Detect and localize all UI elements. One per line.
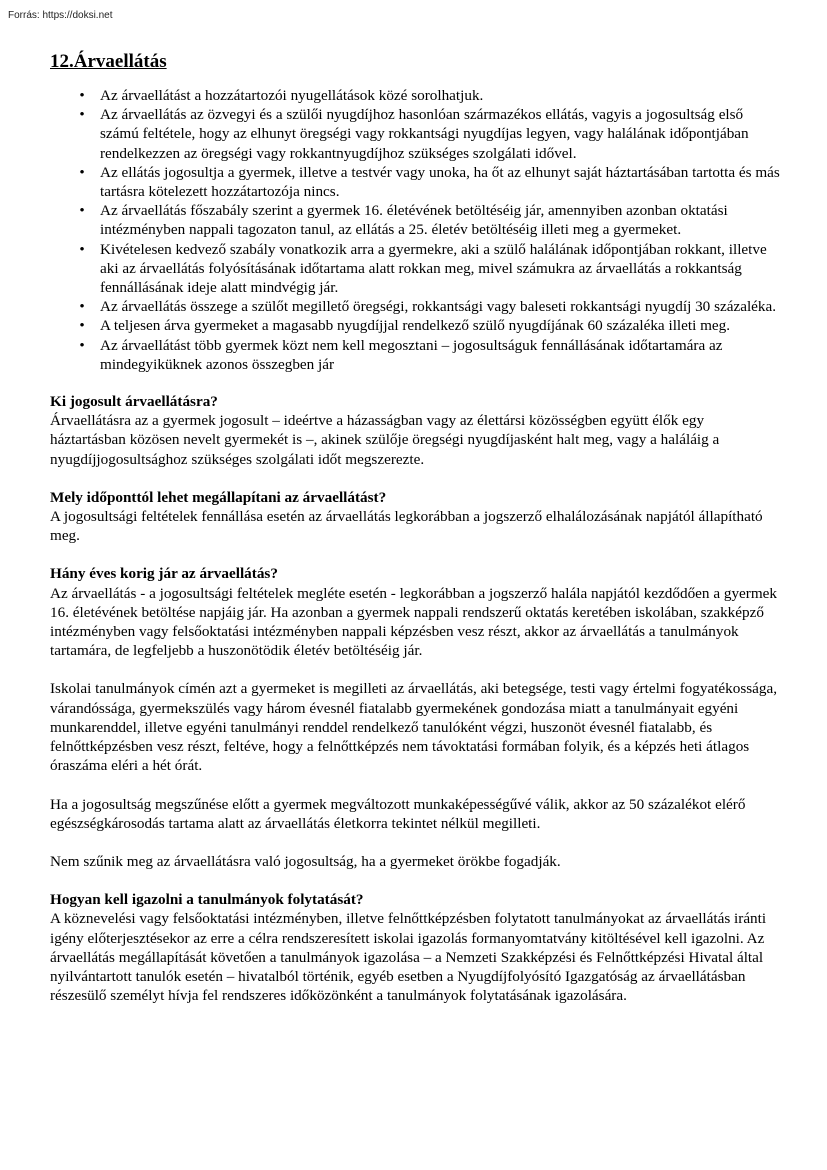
section-paragraph: Ha a jogosultság megszűnése előtt a gyermek megváltozott munkaképességűvé válik, akkor az 50 százalékot elérő egészségkárosodás tartama alatt az árvaellátás életkorra tekintet nélkül megilleti.: [50, 795, 746, 832]
list-item: • Az árvaellátás főszabály szerint a gyermek 16. életévének betöltéséig jár, amennyiben azonban oktatási intézményben nappali tagozaton tanul, az ellátás a 25. életév betöltéséig illeti meg a gyermeket.: [50, 201, 782, 239]
bullet-icon: •: [79, 336, 85, 354]
source-label: Forrás: https://doksi.net: [8, 10, 113, 21]
section-heading: Hogyan kell igazolni a tanulmányok folytatását?: [50, 891, 364, 909]
section-paragraph: Az árvaellátás - a jogosultsági feltételek megléte esetén - legkorábban a jogszerző halála napjától kezdődően a gyermek 16. életévének betöltése napjáig jár. Ha azonban a gyermek nappali rendszerű oktatás keretében iskolában, szakképző intézményben vagy felsőoktatási intézményben nappali képzésben vesz részt, akkor az árvaellátás a tanulmányok tartamára, de legfeljebb a huszonötödik életév betöltéséig jár.: [50, 584, 777, 660]
bullet-icon: •: [79, 202, 85, 220]
section-paragraph: Iskolai tanulmányok címén azt a gyermeket is megilleti az árvaellátás, aki betegsége, testi vagy értelmi fogyatékossága, várandóssága, gyermekszülés vagy három évesnél fiatalabb gyermekének gondozása miatt a tanulmányait egyéni munkarenddel, illetve egyéni tanulmányi renddel rendelkező tanulóként végzi, huszonöt évesnél fiatalabb, és felnőttképzésben vesz részt, feltéve, hogy a felnőttképzés nem távoktatási formában folyik, és a képzés heti átlagos óraszáma eléri a hét órát.: [50, 680, 778, 775]
page-title: 12.Árvaellátás: [50, 51, 167, 72]
section-age-limit: [50, 564, 782, 871]
list-item: • Az árvaellátás az özvegyi és a szülői nyugdíjhoz hasonlóan származékos ellátás, vagyis a jogosultság első számú feltétele, hogy az elhunyt öregségi vagy rokkantsági nyugdíjas legyen, vagy halálának időpontjában rendelkezzen az öregségi vagy rokkantnyugdíjhoz szükséges szolgálati idővel.: [50, 105, 782, 163]
list-item: • Kivételesen kedvező szabály vonatkozik arra a gyermekre, aki a szülő halálának időpontjában rokkant, illetve aki az árvaellátás folyósításának időtartama alatt rokkan meg, mivel számukra az árvaellátás a rokkantság fennállásának ideje alatt mindvégig jár.: [50, 240, 782, 298]
section-paragraph: A jogosultsági feltételek fennállása esetén az árvaellátás legkorábban a jogszerző elhalálozásának napjától állapítható meg.: [50, 508, 763, 545]
section-heading: Ki jogosult árvaellátásra?: [50, 393, 218, 411]
section-study-proof: [50, 890, 782, 1005]
bullet-icon: •: [79, 163, 85, 181]
bullet-icon: •: [79, 240, 85, 258]
bullet-icon: •: [79, 298, 85, 316]
section-heading: Hány éves korig jár az árvaellátás?: [50, 565, 278, 583]
bullet-icon: •: [79, 317, 85, 335]
section-heading: Mely időponttól lehet megállapítani az árvaellátást?: [50, 488, 387, 506]
document-body: [50, 50, 782, 1024]
bullet-icon: •: [79, 87, 85, 104]
bullet-list: [50, 86, 782, 374]
section-who-eligible: [50, 392, 782, 469]
list-item: • Az árvaellátást több gyermek közt nem kell megosztani – jogosultságuk fennállásának időtartamára az mindegyiküknek azonos összegben jár: [50, 336, 782, 374]
list-item: • A teljesen árva gyermeket a magasabb nyugdíjjal rendelkező szülő nyugdíjának 60 százaléka illeti meg.: [50, 316, 782, 335]
section-start-date: [50, 488, 782, 546]
list-item: • Az árvaellátást a hozzátartozói nyugellátások közé sorolhatjuk.: [50, 86, 782, 105]
section-paragraph: A köznevelési vagy felsőoktatási intézményben, illetve felnőttképzésben folytatott tanulmányokat az árvaellátás iránti igény előterjesztésekor az erre a célra rendszeresített iskolai igazolás formanyomtatvány kitöltésével kell igazolni. Az árvaellátás megállapítását követően a tanulmányok igazolása – a Nemzeti Szakképzési és Felnőttképzési Hivatal által nyilvántartott tanulók esetén – hivatalból történik, egyéb esetben a Nyugdíjfolyósító Igazgatóság az árvaellátásban részesülő személyt hívja fel rendszeres időközönként a tanulmányok folytatásának igazolására.: [50, 910, 767, 1005]
bullet-icon: •: [79, 106, 85, 124]
list-item: • Az ellátás jogosultja a gyermek, illetve a testvér vagy unoka, ha őt az elhunyt saját háztartásában tartotta és más tartásra kötelezett hozzátartozója nincs.: [50, 163, 782, 201]
section-paragraph: Árvaellátásra az a gyermek jogosult – ideértve a házasságban vagy az élettársi közösségben együtt élők egy háztartásban közösen nevelt gyermekét is –, akinek szülője öregségi nyugdíjasként halt meg, vagy a haláláig a nyugdíjjogosultsághoz szükséges szolgálati időt megszerezte.: [50, 412, 720, 468]
list-item: • Az árvaellátás összege a szülőt megillető öregségi, rokkantsági vagy baleseti rokkantsági nyugdíj 30 százaléka.: [50, 297, 782, 316]
section-paragraph: Nem szűnik meg az árvaellátásra való jogosultság, ha a gyermeket örökbe fogadják.: [50, 852, 561, 870]
